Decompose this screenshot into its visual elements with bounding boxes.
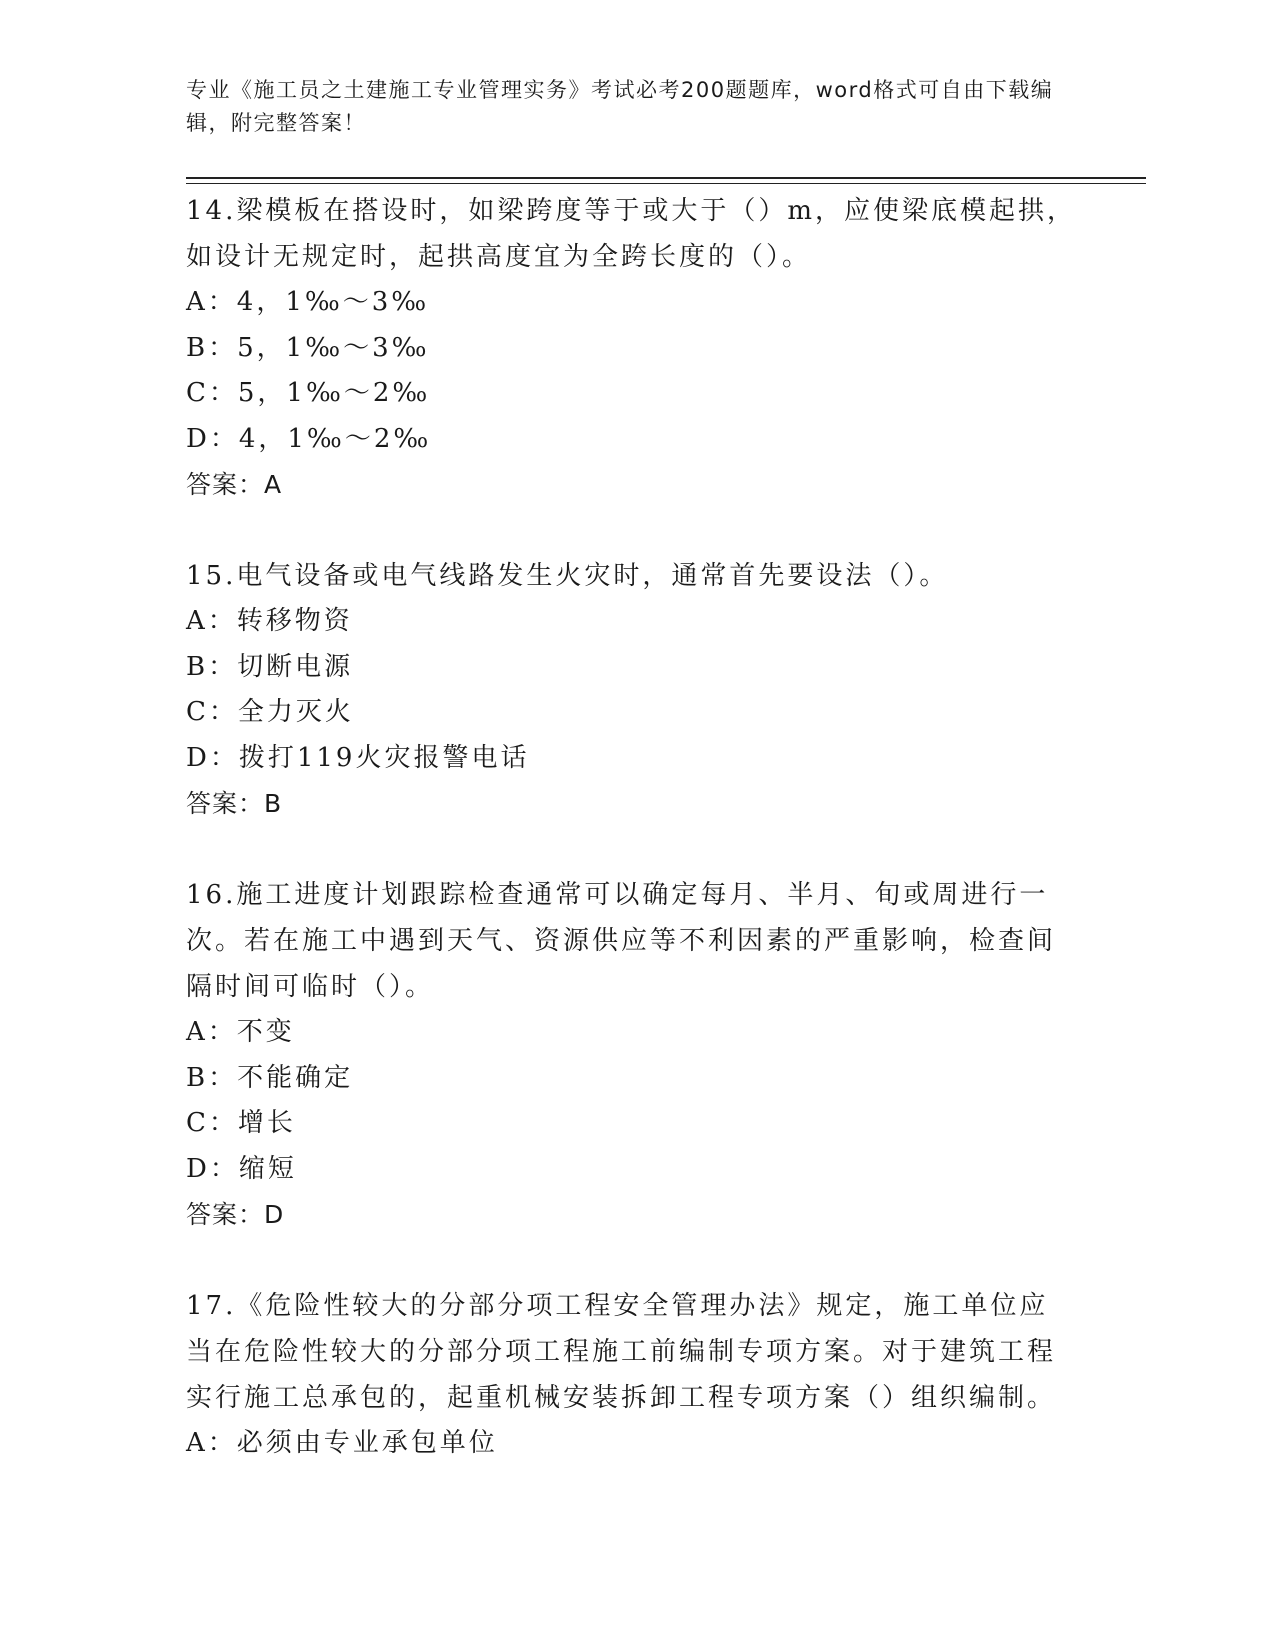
question-text: 15.电气设备或电气线路发生火灾时，通常首先要设法（）。 bbox=[186, 561, 949, 591]
header-divider-thin bbox=[186, 183, 1146, 184]
page-header bbox=[186, 74, 1066, 140]
answer: 答案：A bbox=[186, 470, 283, 499]
option-a: A：必须由专业承包单位 bbox=[186, 1428, 498, 1458]
header-divider bbox=[186, 177, 1146, 181]
question-15 bbox=[186, 553, 1076, 826]
option-d: D：4，1‰～2‰ bbox=[186, 423, 432, 454]
option-d: D：拨打119火灾报警电话 bbox=[186, 742, 530, 773]
question-text: 14.梁模板在搭设时，如梁跨度等于或大于（）m，应使梁底模起拱，如设计无规定时，起拱高度宜为全跨长度的（）。 bbox=[186, 196, 1077, 272]
answer: 答案：B bbox=[186, 789, 283, 818]
option-a: A：不变 bbox=[186, 1017, 295, 1047]
question-17 bbox=[186, 1283, 1076, 1467]
option-c: C：5，1‰～2‰ bbox=[186, 378, 431, 408]
option-b: B：不能确定 bbox=[186, 1062, 354, 1093]
header-text: 专业《施工员之土建施工专业管理实务》考试必考200题题库，word格式可自由下载编辑，附完整答案！ bbox=[186, 78, 1054, 135]
question-text: 16.施工进度计划跟踪检查通常可以确定每月、半月、旬或周进行一次。若在施工中遇到天气、资源供应等不利因素的严重影响，检查间隔时间可临时（）。 bbox=[186, 880, 1057, 1002]
option-a: A：4，1‰～3‰ bbox=[186, 287, 430, 317]
option-c: C：全力灭火 bbox=[186, 697, 354, 727]
option-b: B：5，1‰～3‰ bbox=[186, 332, 430, 363]
question-text: 17.《危险性较大的分部分项工程安全管理办法》规定，施工单位应当在危险性较大的分部分项工程施工前编制专项方案。对于建筑工程实行施工总承包的，起重机械安装拆卸工程专项方案（）组织编制。 bbox=[186, 1291, 1057, 1413]
question-14 bbox=[186, 188, 1076, 507]
question-16 bbox=[186, 872, 1076, 1237]
option-c: C：增长 bbox=[186, 1108, 296, 1138]
answer: 答案：D bbox=[186, 1200, 285, 1229]
option-b: B：切断电源 bbox=[186, 651, 354, 682]
option-a: A：转移物资 bbox=[186, 606, 353, 636]
option-d: D：缩短 bbox=[186, 1153, 297, 1184]
question-list bbox=[186, 188, 1076, 1513]
